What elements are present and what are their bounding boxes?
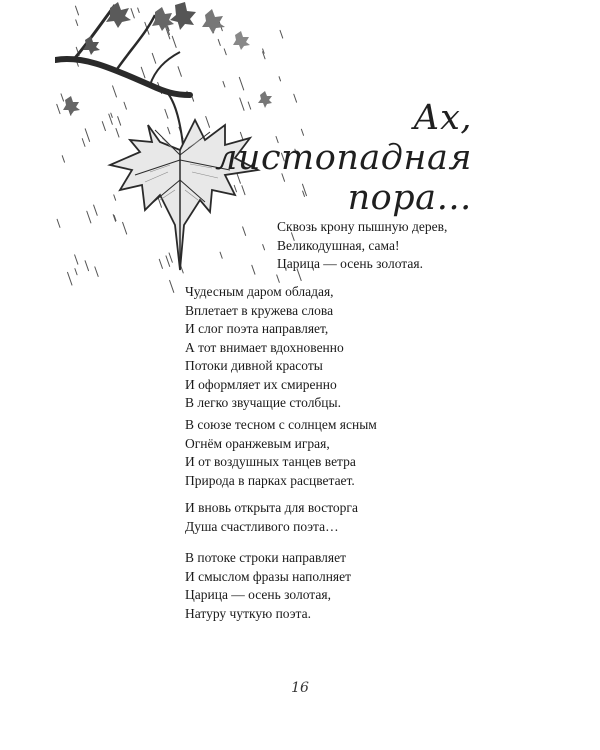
rain-drop — [141, 67, 145, 78]
poem-line: И слог поэта направляет, — [185, 321, 329, 336]
rain-drop — [111, 113, 113, 117]
rain-drop — [123, 222, 127, 234]
poem-line: Чудесным даром обладая, — [185, 284, 334, 299]
title-line: Ах, — [413, 98, 472, 138]
rain-drop — [57, 104, 60, 113]
poem-line: В потоке строки направляет — [185, 550, 346, 565]
rain-drop — [165, 109, 168, 118]
rain-drop — [170, 280, 174, 292]
rain-drop — [168, 127, 170, 133]
rain-drop — [172, 36, 176, 47]
poem-line: Великодушная, сама! — [277, 237, 400, 253]
stanza-2 — [185, 283, 344, 413]
poem-line: Вплетает в кружева слова — [185, 302, 334, 318]
rain-drop — [243, 227, 246, 236]
poem-line: В легко звучащие столбцы. — [185, 395, 341, 410]
page-number: 16 — [291, 680, 309, 696]
rain-drop — [68, 272, 72, 285]
poem-line: И от воздушных танцев ветра — [185, 454, 356, 469]
title-line: листопадная — [215, 138, 472, 178]
rain-drop — [102, 122, 105, 131]
rain-drop — [75, 6, 78, 15]
rain-drop — [95, 267, 98, 277]
stanza-3 — [185, 416, 377, 490]
rain-drop — [75, 269, 77, 275]
poem-line: Царица — осень золотая, — [185, 587, 331, 602]
poem-line: Душа счастливого поэта… — [185, 518, 339, 534]
rain-drop — [57, 219, 60, 227]
poem-line: И смыслом фразы наполняет — [185, 568, 352, 584]
rain-drop — [82, 139, 85, 147]
rain-drop — [113, 86, 117, 97]
rain-drop — [277, 275, 280, 282]
poem-line: А тот внимает вдохновенно — [185, 339, 344, 355]
rain-drop — [224, 49, 226, 55]
title-line: пора… — [347, 178, 472, 218]
rain-drop — [279, 77, 280, 81]
rain-drop — [220, 252, 222, 258]
rain-drop — [118, 117, 121, 126]
poem-line: И оформляет их смиренно — [185, 376, 337, 392]
poem-line: Огнём оранжевым играя, — [185, 435, 330, 451]
rain-drop — [223, 81, 225, 87]
rain-drop — [138, 8, 140, 13]
rain-drop — [169, 253, 172, 262]
rain-drop — [206, 117, 210, 128]
rain-drop — [263, 245, 265, 250]
rain-drop — [178, 67, 181, 77]
poem-line: В союзе тесном с солнцем ясным — [185, 417, 377, 432]
rain-drop — [85, 129, 89, 142]
rain-drop — [280, 30, 283, 38]
rain-drop — [114, 195, 116, 200]
stanza-1 — [277, 218, 447, 274]
poem-line: Потоки дивной красоты — [185, 358, 323, 373]
rain-drop — [87, 211, 91, 223]
rain-drop — [239, 77, 243, 90]
rain-drop — [75, 255, 78, 264]
rain-drop — [62, 156, 64, 163]
rain-drop — [94, 205, 98, 215]
rain-drop — [166, 256, 170, 266]
poem-title — [215, 98, 472, 218]
poem-line: Сквозь крону пышную дерев, — [277, 219, 448, 234]
rain-drop — [152, 53, 155, 63]
poem-line: Природа в парках расцветает. — [185, 472, 355, 488]
stanza-5 — [185, 549, 351, 623]
rain-drop — [124, 102, 126, 109]
rain-drop — [218, 39, 220, 45]
poem-line: Натуру чуткую поэта. — [185, 605, 311, 621]
poem-line: Царица — осень золотая. — [277, 256, 423, 271]
rain-drop — [131, 9, 134, 18]
rain-drop — [116, 129, 119, 138]
rain-drop — [76, 20, 78, 26]
rain-drop — [85, 261, 88, 271]
rain-drop — [61, 94, 64, 101]
rain-drop — [159, 259, 162, 268]
rain-drop — [252, 265, 255, 274]
poem-line: И вновь открыта для восторга — [185, 500, 358, 515]
stanza-4 — [185, 499, 358, 536]
